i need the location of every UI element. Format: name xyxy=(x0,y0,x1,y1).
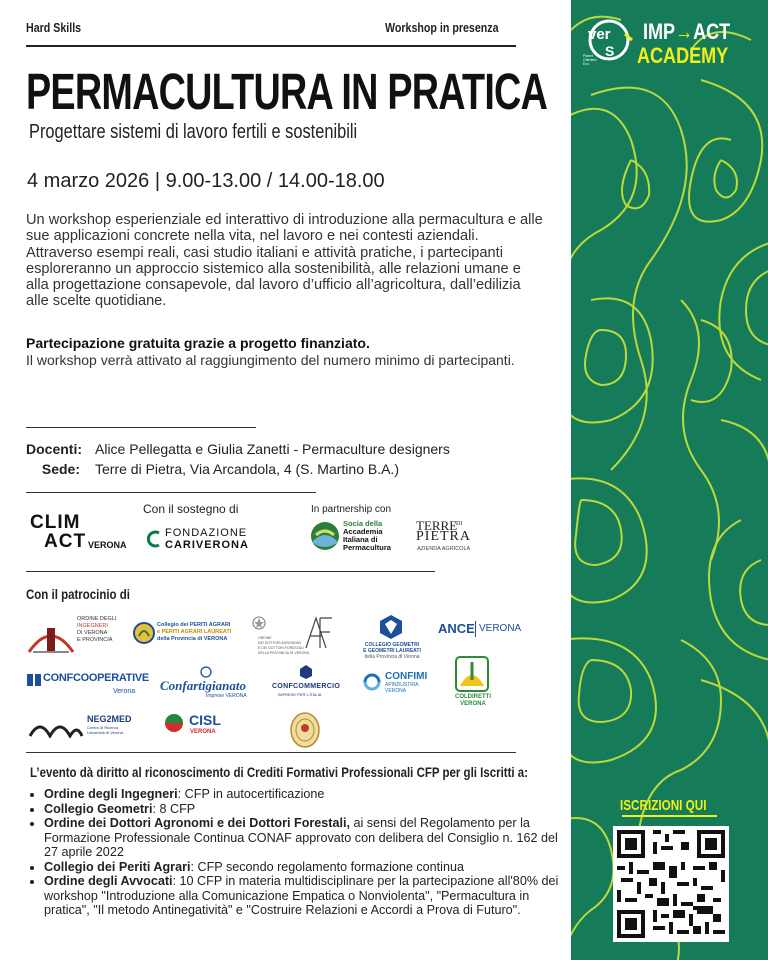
format-label: Workshop in presenza xyxy=(385,20,499,35)
signup-qr-code[interactable] xyxy=(613,826,729,942)
patrocinio-label: Con il patrocinio di xyxy=(26,586,130,602)
page-subtitle: Progettare sistemi di lavoro fertili e sostenibili xyxy=(29,121,358,143)
docenti-label: Docenti: xyxy=(26,441,82,457)
cariverona-mark-icon xyxy=(145,530,163,548)
negemed-logo: NEG2MED Centro di Ricerca Università di Verona xyxy=(28,712,138,742)
list-item: • Ordine degli Avvocati: 10 CFP in materia multidisciplinare per la partecipazione all'80% dei workshop "Introduzione alla Comunicazione Empatica o Nonviolenta", "Permacultura in pratica", "Il metodo Antinegatività" e "Costruire Relazioni e Accordi a Prova di Futuro". xyxy=(44,874,564,918)
collegio-geometri-logo: COLLEGIO GEOMETRI E GEOMETRI LAUREATI della Provincia di Verona xyxy=(357,614,427,662)
qr-code-icon xyxy=(613,826,729,942)
af-monogram-icon xyxy=(304,616,334,650)
republic-emblem-icon xyxy=(252,616,266,630)
cfp-list xyxy=(26,787,564,918)
geometri-emblem-icon xyxy=(379,614,403,640)
signup-label[interactable]: ISCRIZIONI QUI xyxy=(620,797,707,814)
event-datetime: 4 marzo 2026 | 9.00-13.00 / 14.00-18.00 xyxy=(27,170,385,192)
confartigianato-logo: Confartigianato Imprese VERONA xyxy=(160,666,260,700)
coldiretti-emblem-icon xyxy=(455,656,489,692)
accademia-permacultura-logo: Socia della Accademia Italiana di Permacultura xyxy=(310,519,410,555)
list-item: • Ordine degli Ingegneri: CFP in autocertificazione xyxy=(44,787,564,802)
cisl-mark-icon xyxy=(163,712,185,734)
free-participation-note: Partecipazione gratuita grazie a progetto finanziato. xyxy=(26,335,370,351)
list-item: • Collegio Geometri: 8 CFP xyxy=(44,802,564,817)
divider xyxy=(26,492,316,493)
ordine-ingegneri-logo: ORDINE DEGLI INGEGNERI DI VERONA E PROVINCIA xyxy=(27,612,127,660)
academy-wordmark: ACADEMY xyxy=(637,43,729,68)
confimi-logo: CONFIMI APINDUSTRIA VERONA xyxy=(362,670,442,700)
arena-arch-icon xyxy=(27,616,75,656)
confartigianato-mark-icon xyxy=(200,666,212,678)
periti-agrari-emblem-icon xyxy=(133,622,155,644)
sede-label: Sede: xyxy=(41,461,80,477)
fondazione-cariverona-logo: FONDAZIONE CARIVERONA xyxy=(145,527,245,553)
confcooperative-mark-icon xyxy=(27,674,41,686)
ordine-avvocati-seal-icon xyxy=(290,712,320,748)
confimi-arrows-icon xyxy=(362,672,382,692)
climact-logo: CLIM ACT VERONA xyxy=(30,512,127,552)
bridge-arches-icon xyxy=(28,716,84,738)
support-label: Con il sostegno di xyxy=(143,502,239,516)
list-item: • Ordine dei Dottori Agronomi e dei Dottori Forestali, ai sensi del Regolamento per la Formazione Professionale Continua CONAF approvato con delibera del Consiglio n. 162 del 27 aprile 2022 xyxy=(44,816,564,860)
coldiretti-logo: COLDIRETTI VERONA xyxy=(451,656,495,710)
ordine-agronomi-logo: ORDINE DEI DOTTORI AGRONOMI E DEI DOTTORI FORESTALI DELLA PROVINCIA DI VERONA xyxy=(252,614,342,660)
signup-underline xyxy=(622,815,717,817)
event-description: Un workshop esperienziale ed interattivo di introduzione alla permacultura e alle sue applicazioni concrete nella vita, nel lavoro e nei contesti aziendali. Attraverso esempi reali, casi studio italiani e attività pratiche, i partecipanti esploreranno un approccio sistemico alla sostenibilità, alle relazioni umane e alla progettazione consapevole, dal lavoro d’ufficio all’agricoltura, dall’edilizia alle scelte quotidiane. xyxy=(26,212,543,310)
page-title: PERMACULTURA IN PRATICA xyxy=(26,63,548,120)
divider xyxy=(26,752,516,753)
periti-agrari-logo: Collegio dei PERITI AGRARI e PERITI AGRARI LAUREATI della Provincia di VERONA xyxy=(133,620,245,652)
partner-label: In partnership con xyxy=(311,504,392,515)
docenti-value: Alice Pellegatta e Giulia Zanetti - Permaculture designers xyxy=(95,441,450,457)
confcommercio-logo: CONFCOMMERCIO IMPRESE PER L'ITALIA xyxy=(272,664,342,702)
terre-di-pietra-logo: TERRE DI PIETRA AZIENDA AGRICOLA xyxy=(416,518,471,552)
verso-logo: ver S Planet Oriented Eco xyxy=(585,16,633,64)
divider xyxy=(26,427,256,428)
category-label: Hard Skills xyxy=(26,20,82,35)
header-divider xyxy=(26,45,516,47)
confcooperative-logo: CONFCOOPERATIVE Verona xyxy=(27,672,139,700)
list-item: • Collegio dei Periti Agrari: CFP secondo regolamento formazione continua xyxy=(44,860,564,875)
cisl-logo: CISL VERONA xyxy=(163,712,243,742)
confcommercio-mark-icon xyxy=(299,664,313,680)
minimum-participants-note: Il workshop verrà attivato al raggiungimento del numero minimo di partecipanti. xyxy=(26,352,515,368)
impact-wordmark: IMP→ACT xyxy=(643,19,731,44)
permacultura-circle-icon xyxy=(310,521,340,551)
divider xyxy=(26,571,435,572)
cfp-title: L’evento dà diritto al riconoscimento di Crediti Formativi Professionali CFP per gli Iscritti a: xyxy=(30,764,528,780)
ance-verona-logo: ANCE VERONA xyxy=(438,621,522,636)
sede-value: Terre di Pietra, Via Arcandola, 4 (S. Martino B.A.) xyxy=(95,461,399,477)
